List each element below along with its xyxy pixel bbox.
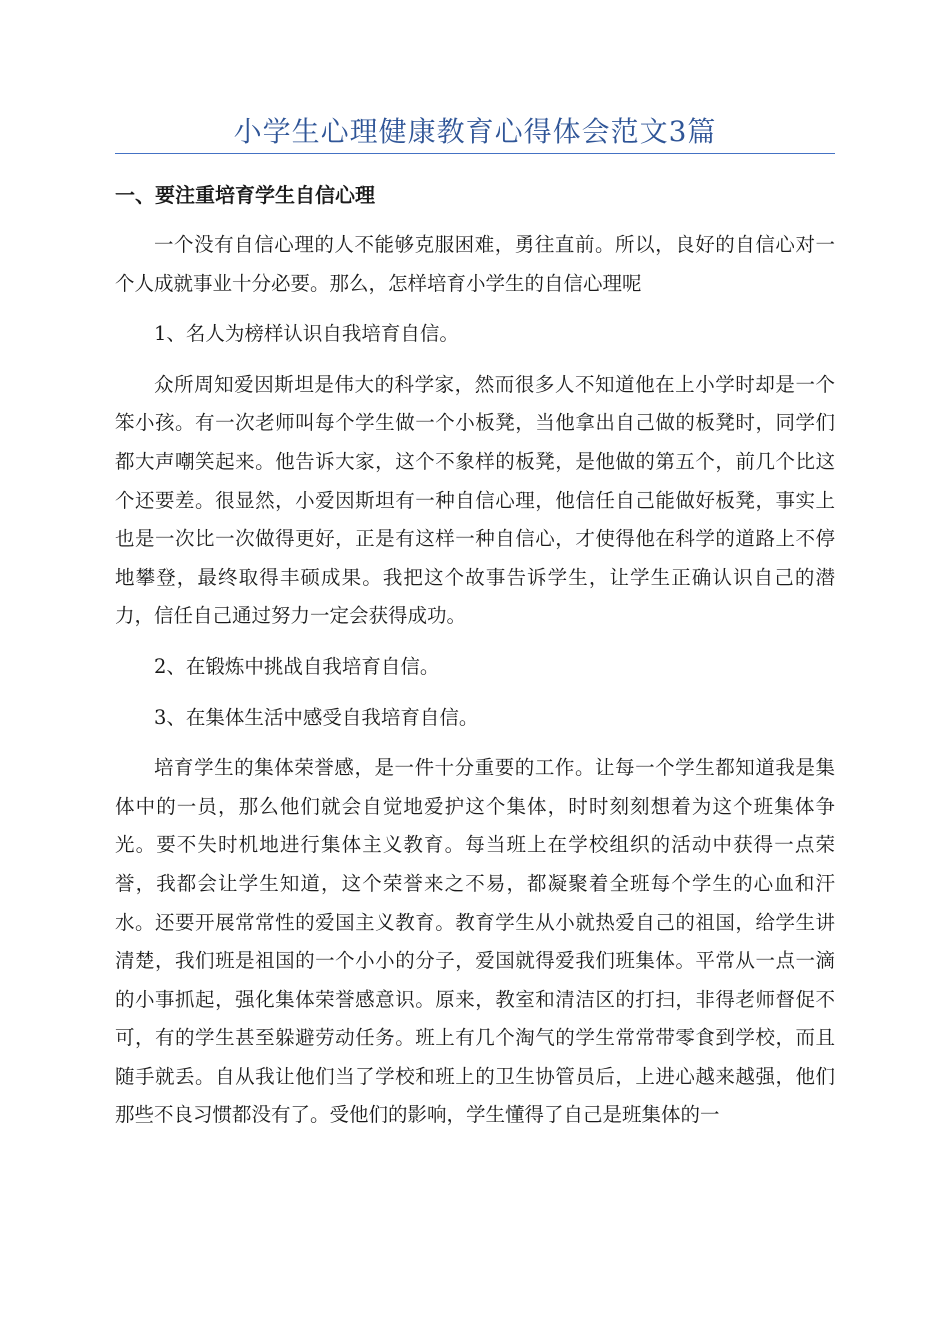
list-item: 1、名人为榜样认识自我培育自信。 — [154, 322, 459, 346]
section-heading: 一、要注重培育学生自信心理 — [115, 183, 375, 207]
document-body — [115, 176, 835, 1147]
document-title: 小学生心理健康教育心得体会范文3篇 — [233, 115, 717, 148]
paragraph: 一个没有自信心理的人不能够克服困难，勇往直前。所以，良好的自信心对一个人成就事业十分必要。那么，怎样培育小学生的自信心理呢 — [115, 233, 835, 295]
list-item: 2、在锻炼中挑战自我培育自信。 — [154, 654, 440, 678]
list-item: 3、在集体生活中感受自我培育自信。 — [154, 705, 479, 729]
title-underline — [115, 153, 835, 154]
paragraph: 众所周知爱因斯坦是伟大的科学家，然而很多人不知道他在上小学时却是一个笨小孩。有一次老师叫每个学生做一个小板凳，当他拿出自己做的板凳时，同学们都大声嘲笑起来。他告诉大家，这个不象样的板凳，是他做的第五个，前几个比这个还要差。很显然，小爱因斯坦有一种自信心理，他信任自己能做好板凳，事实上也是一次比一次做得更好，正是有这样一种自信心，才使得他在科学的道路上不停地攀登，最终取得丰硕成果。我把这个故事告诉学生，让学生正确认识自己的潜力，信任自己通过努力一定会获得成功。 — [115, 372, 835, 628]
paragraph: 培育学生的集体荣誉感，是一件十分重要的工作。让每一个学生都知道我是集体中的一员，那么他们就会自觉地爱护这个集体，时时刻刻想着为这个班集体争光。要不失时机地进行集体主义教育。每当班上在学校组织的活动中获得一点荣誉，我都会让学生知道，这个荣誉来之不易，都凝聚着全班每个学生的心血和汗水。还要开展常常性的爱国主义教育。教育学生从小就热爱自己的祖国，给学生讲清楚，我们班是祖国的一个小小的分子，爱国就得爱我们班集体。平常从一点一滴的小事抓起，强化集体荣誉感意识。原来，教室和清洁区的打扫，非得老师督促不可，有的学生甚至躲避劳动任务。班上有几个淘气的学生常常带零食到学校，而且随手就丢。自从我让他们当了学校和班上的卫生协管员后，上进心越来越强，他们那些不良习惯都没有了。受他们的影响，学生懂得了自己是班集体的一 — [115, 756, 835, 1127]
